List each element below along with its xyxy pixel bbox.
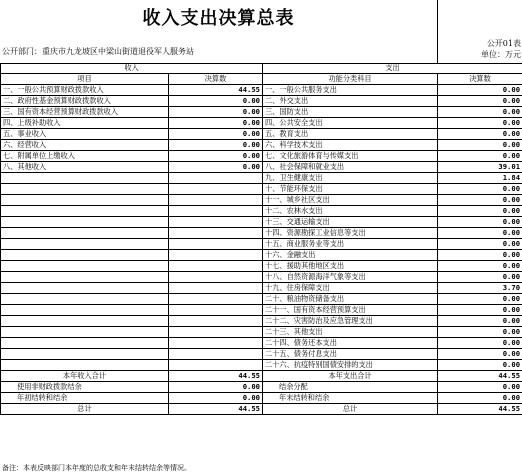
table-row [1, 151, 522, 162]
table-row [1, 250, 522, 261]
empty-cell [1, 327, 169, 338]
empty-cell [1, 349, 169, 360]
expense-item-label: 十六、金融支出 [263, 250, 438, 261]
empty-cell [1, 250, 169, 261]
expense-item-label: 三、国防支出 [263, 107, 438, 118]
income-balance-value: 0.00 [169, 382, 263, 393]
expense-item-value: 0.00 [438, 129, 522, 140]
expense-item-label: 十二、农林水支出 [263, 206, 438, 217]
expense-item-value: 0.00 [438, 349, 522, 360]
expense-item-value: 0.00 [438, 140, 522, 151]
empty-cell [169, 173, 263, 184]
expense-item-value: 0.00 [438, 360, 522, 371]
summary-table [0, 63, 522, 415]
table-row [1, 85, 522, 96]
report-header [0, 33, 522, 64]
expense-item-label: 四、公共安全支出 [263, 118, 438, 129]
table-row [1, 305, 522, 316]
expense-item-label: 十九、住房保障支出 [263, 283, 438, 294]
expense-item-label: 七、文化旅游体育与传媒支出 [263, 151, 438, 162]
table-row [1, 162, 522, 173]
expense-balance-value: 0.00 [438, 382, 522, 393]
table-row [1, 327, 522, 338]
expense-year-total-label: 本年支出合计 [263, 371, 438, 382]
expense-item-value: 0.00 [438, 107, 522, 118]
balance-row [1, 393, 522, 404]
income-item-value: 0.00 [169, 151, 263, 162]
expense-item-label: 十四、资源勘探工业信息等支出 [263, 228, 438, 239]
expense-item-value: 0.00 [438, 261, 522, 272]
expense-item-label: 二十一、国有资本经营预算支出 [263, 305, 438, 316]
expense-year-total-value: 44.55 [438, 371, 522, 382]
income-item-label: 四、上级补助收入 [1, 118, 169, 129]
table-row [1, 118, 522, 129]
empty-cell [1, 173, 169, 184]
income-item-value: 0.00 [169, 118, 263, 129]
expense-item-label: 二十二、灾害防治及应急管理支出 [263, 316, 438, 327]
empty-cell [1, 206, 169, 217]
empty-cell [1, 338, 169, 349]
income-item-label: 三、国有资本经营预算财政拨款收入 [1, 107, 169, 118]
income-item-label: 六、经营收入 [1, 140, 169, 151]
empty-cell [1, 316, 169, 327]
empty-cell [1, 261, 169, 272]
empty-cell [169, 272, 263, 283]
expense-item-header: 功能分类科目 [263, 74, 438, 85]
empty-cell [169, 206, 263, 217]
empty-cell [1, 217, 169, 228]
expense-item-value: 0.00 [438, 195, 522, 206]
expense-item-label: 二、外交支出 [263, 96, 438, 107]
grand-income-value: 44.55 [169, 404, 263, 415]
expense-item-label: 十七、援助其他地区支出 [263, 261, 438, 272]
empty-cell [1, 239, 169, 250]
grand-expense-value: 44.55 [438, 404, 522, 415]
empty-cell [169, 338, 263, 349]
grand-expense-label: 总计 [263, 404, 438, 415]
empty-cell [1, 272, 169, 283]
expense-item-label: 二十五、债务付息支出 [263, 349, 438, 360]
grand-total-row [1, 404, 522, 415]
table-row [1, 294, 522, 305]
expense-item-value: 0.00 [438, 294, 522, 305]
table-row [1, 195, 522, 206]
section-header-row [1, 63, 522, 74]
expense-item-label: 二十四、债务还本支出 [263, 338, 438, 349]
expense-balance-value: 0.00 [438, 393, 522, 404]
income-item-label: 五、事业收入 [1, 129, 169, 140]
expense-balance-label: 结余分配 [263, 382, 438, 393]
table-row [1, 272, 522, 283]
expense-item-label: 二十、粮油物资储备支出 [263, 294, 438, 305]
expense-item-label: 二十六、抗疫特别国债安排的支出 [263, 360, 438, 371]
table-row [1, 107, 522, 118]
expense-item-value: 0.00 [438, 217, 522, 228]
empty-cell [1, 195, 169, 206]
income-item-value: 0.00 [169, 140, 263, 151]
expense-item-value: 0.00 [438, 338, 522, 349]
empty-cell [1, 228, 169, 239]
table-row [1, 140, 522, 151]
income-item-label: 一、一般公共预算财政拨款收入 [1, 85, 169, 96]
expense-item-label: 六、科学技术支出 [263, 140, 438, 151]
unit-label: 单位：万元 [481, 50, 521, 59]
empty-cell [169, 349, 263, 360]
expense-item-value: 3.70 [438, 283, 522, 294]
expense-amount-header: 决算数 [438, 74, 522, 85]
expense-item-value: 0.00 [438, 184, 522, 195]
empty-cell [169, 327, 263, 338]
table-row [1, 261, 522, 272]
empty-cell [1, 360, 169, 371]
table-row [1, 206, 522, 217]
income-item-value: 0.00 [169, 96, 263, 107]
form-code: 公开01表 [486, 39, 521, 48]
expense-item-label: 八、社会保障和就业支出 [263, 162, 438, 173]
expense-item-label: 二十三、其他支出 [263, 327, 438, 338]
expense-item-label: 十、节能环保支出 [263, 184, 438, 195]
report-title: 收入支出决算总表 [142, 7, 295, 29]
table-row [1, 96, 522, 107]
expense-item-label: 十三、交通运输支出 [263, 217, 438, 228]
expense-item-value: 1.84 [438, 173, 522, 184]
expense-item-value: 0.00 [438, 272, 522, 283]
empty-cell [169, 294, 263, 305]
income-item-value: 0.00 [169, 107, 263, 118]
expense-item-label: 十八、自然资源海洋气象等支出 [263, 272, 438, 283]
empty-cell [1, 305, 169, 316]
header-side-cell [437, 33, 522, 63]
expense-item-value: 0.00 [438, 151, 522, 162]
expense-item-label: 九、卫生健康支出 [263, 173, 438, 184]
expense-item-value: 39.01 [438, 162, 522, 173]
empty-cell [169, 283, 263, 294]
empty-cell [169, 250, 263, 261]
expense-item-label: 一、一般公共服务支出 [263, 85, 438, 96]
table-row [1, 228, 522, 239]
income-amount-header: 决算数 [169, 74, 263, 85]
expense-item-value: 0.00 [438, 85, 522, 96]
empty-cell [169, 195, 263, 206]
year-total-row [1, 371, 522, 382]
expense-item-value: 0.00 [438, 305, 522, 316]
empty-cell [169, 316, 263, 327]
income-item-value: 0.00 [169, 162, 263, 173]
table-row [1, 360, 522, 371]
empty-cell [169, 239, 263, 250]
title-side-cell [437, 0, 522, 33]
expense-section-header: 支出 [263, 63, 522, 74]
table-row [1, 316, 522, 327]
table-row [1, 217, 522, 228]
expense-item-value: 0.00 [438, 96, 522, 107]
empty-cell [169, 261, 263, 272]
table-row [1, 129, 522, 140]
empty-cell [1, 294, 169, 305]
empty-cell [169, 305, 263, 316]
income-balance-value: 0.00 [169, 393, 263, 404]
table-row [1, 184, 522, 195]
expense-item-value: 0.00 [438, 239, 522, 250]
expense-balance-label: 年末结转和结余 [263, 393, 438, 404]
expense-item-value: 0.00 [438, 228, 522, 239]
expense-item-value: 0.00 [438, 118, 522, 129]
grand-income-label: 总计 [1, 404, 169, 415]
expense-item-value: 0.00 [438, 316, 522, 327]
empty-cell [169, 360, 263, 371]
expense-item-value: 0.00 [438, 327, 522, 338]
empty-cell [169, 228, 263, 239]
empty-cell [1, 283, 169, 294]
income-item-value: 44.55 [169, 85, 263, 96]
empty-cell [1, 184, 169, 195]
empty-cell [169, 217, 263, 228]
column-header-row [1, 74, 522, 85]
empty-cell [169, 184, 263, 195]
balance-row [1, 382, 522, 393]
expense-item-label: 十五、商业服务业等支出 [263, 239, 438, 250]
table-row [1, 239, 522, 250]
table-row [1, 349, 522, 360]
footnote: 备注：本表反映部门本年度的总收支和年末结转结余等情况。 [2, 464, 191, 472]
income-balance-label: 年初结转和结余 [1, 393, 169, 404]
table-row [1, 338, 522, 349]
income-item-label: 七、附属单位上缴收入 [1, 151, 169, 162]
income-section-header: 收入 [1, 63, 263, 74]
income-item-header: 项目 [1, 74, 169, 85]
department-label: 公开部门：重庆市九龙坡区中梁山街道退役军人服务站 [2, 47, 194, 56]
expense-item-label: 十一、城乡社区支出 [263, 195, 438, 206]
income-item-value: 0.00 [169, 129, 263, 140]
income-year-total-label: 本年收入合计 [1, 371, 169, 382]
expense-item-value: 0.00 [438, 250, 522, 261]
income-item-label: 二、政府性基金预算财政拨款收入 [1, 96, 169, 107]
table-row [1, 173, 522, 184]
income-year-total-value: 44.55 [169, 371, 263, 382]
expense-item-label: 五、教育支出 [263, 129, 438, 140]
title-row [0, 0, 522, 33]
income-item-label: 八、其他收入 [1, 162, 169, 173]
expense-item-value: 0.00 [438, 206, 522, 217]
income-balance-label: 使用非财政拨款结余 [1, 382, 169, 393]
table-row [1, 283, 522, 294]
